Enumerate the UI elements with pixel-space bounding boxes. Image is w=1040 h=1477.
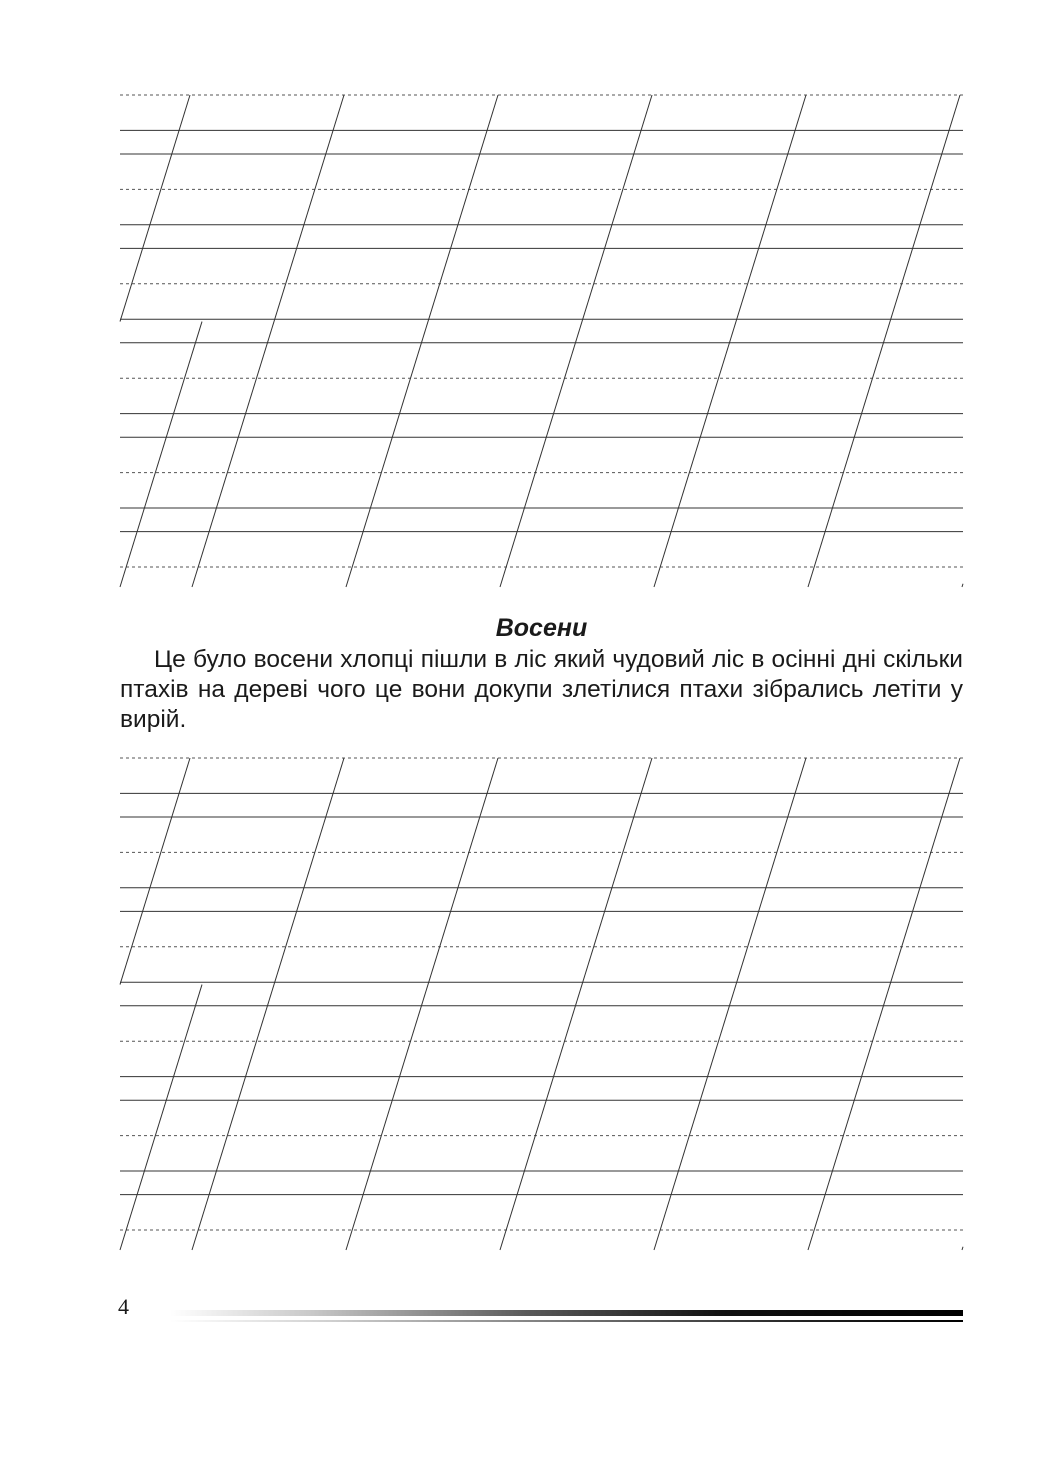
slant-guide-line: [192, 758, 344, 1250]
handwriting-grid-bottom: [120, 758, 963, 1250]
handwriting-grid-top: [120, 95, 963, 587]
slant-guide-line: [808, 95, 960, 587]
slant-guide-line: [500, 95, 652, 587]
slant-guide-line: [962, 1247, 963, 1250]
slant-guide-line: [808, 758, 960, 1250]
slant-guide-line: [654, 95, 806, 587]
footer-rule-thin: [170, 1320, 963, 1322]
slant-guide-line: [192, 95, 344, 587]
slant-guide-line: [962, 584, 963, 587]
slant-guide-line: [120, 95, 190, 322]
slant-guide-line: [654, 758, 806, 1250]
slant-guide-line: [120, 985, 202, 1250]
slant-guide-line: [120, 322, 202, 587]
exercise-title: Восени: [495, 614, 588, 642]
slant-guide-line: [500, 758, 652, 1250]
page-number: 4: [118, 1294, 129, 1319]
slant-guide-line: [120, 758, 190, 985]
exercise-text: Це було восени хлопці пішли в ліс який чудовий ліс в осінні дні скільки птахів на дереві чого це вони докупи злетілися птахи зібрались летіти у вирій.: [120, 646, 963, 733]
footer-decorative-rule: [170, 1310, 963, 1324]
footer-rule-thick: [170, 1310, 963, 1316]
slant-guide-line: [346, 95, 498, 587]
slant-guide-line: [346, 758, 498, 1250]
